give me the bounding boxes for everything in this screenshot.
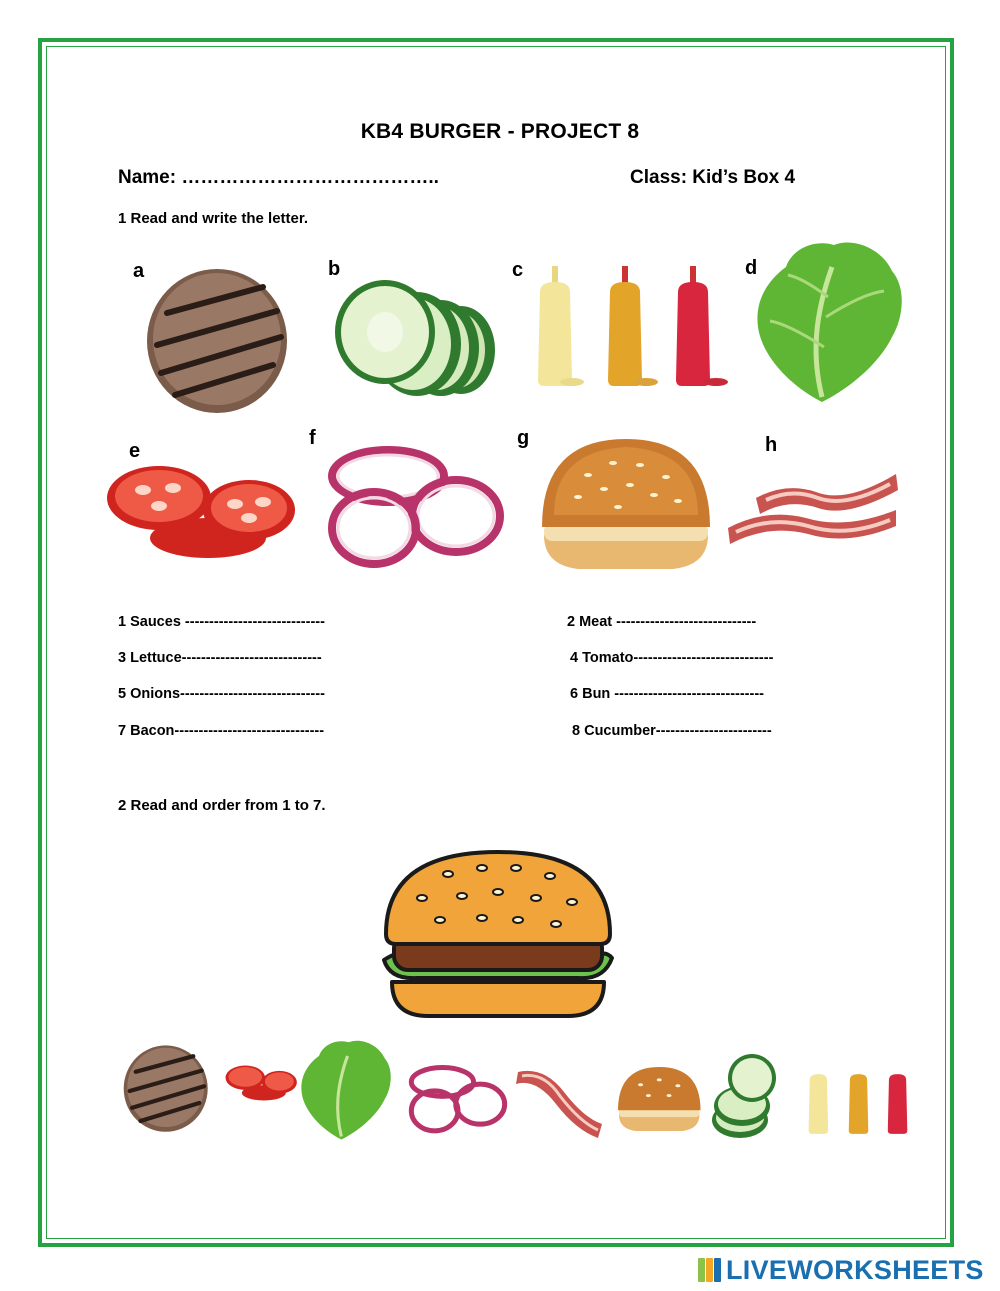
cucumber-icon xyxy=(333,278,498,408)
item-cucumber[interactable]: 8 Cucumber------------------------ xyxy=(572,723,772,739)
letter-e: e xyxy=(129,440,141,462)
letter-a: a xyxy=(133,260,145,282)
letter-d: d xyxy=(745,257,758,279)
bun-icon xyxy=(616,1060,702,1138)
lettuce-icon xyxy=(752,237,907,407)
section1-instruction: 1 Read and write the letter. xyxy=(118,210,309,227)
letter-h: h xyxy=(765,434,778,456)
item-bun[interactable]: 6 Bun ------------------------------- xyxy=(570,686,764,702)
lettuce-icon xyxy=(298,1035,394,1145)
letter-c: c xyxy=(512,259,524,281)
bun-icon xyxy=(538,435,713,573)
bacon-icon xyxy=(726,468,901,553)
tomato-icon xyxy=(103,462,298,562)
section2-instruction: 2 Read and order from 1 to 7. xyxy=(118,797,326,814)
item-lettuce[interactable]: 3 Lettuce----------------------------- xyxy=(118,650,322,666)
burger-patty-icon xyxy=(145,265,290,415)
name-field[interactable]: Name: ………………………………….. xyxy=(118,167,439,188)
onion-rings-icon xyxy=(326,446,506,571)
sauce-bottles-icon xyxy=(530,262,760,392)
item-tomato[interactable]: 4 Tomato----------------------------- xyxy=(570,650,774,666)
item-meat[interactable]: 2 Meat ----------------------------- xyxy=(567,614,757,630)
item-onions[interactable]: 5 Onions------------------------------ xyxy=(118,686,325,702)
cucumber-icon xyxy=(708,1050,778,1142)
letter-b: b xyxy=(328,258,341,280)
burger-icon xyxy=(378,848,618,1020)
brand-text: LIVEWORKSHEETS xyxy=(726,1254,984,1285)
liveworksheets-logo xyxy=(698,1255,984,1285)
onion-rings-icon xyxy=(408,1065,508,1135)
letter-f: f xyxy=(309,427,316,449)
page-title: KB4 BURGER - PROJECT 8 xyxy=(360,120,640,143)
class-label: Class: Kid’s Box 4 xyxy=(630,167,796,188)
bacon-icon xyxy=(514,1062,604,1142)
letter-g: g xyxy=(517,427,530,449)
tomato-icon xyxy=(224,1063,298,1103)
liveworksheets-icon xyxy=(698,1258,722,1282)
burger-patty-icon xyxy=(122,1043,210,1133)
sauce-bottles-icon xyxy=(804,1058,936,1142)
item-sauces[interactable]: 1 Sauces ----------------------------- xyxy=(118,614,325,630)
item-bacon[interactable]: 7 Bacon------------------------------- xyxy=(118,723,325,739)
